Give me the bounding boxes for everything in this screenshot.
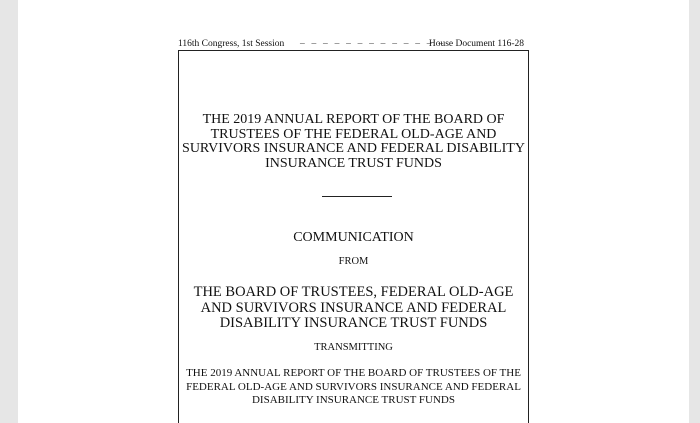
communication-heading: COMMUNICATION: [293, 230, 414, 245]
report-title: THE 2019 ANNUAL REPORT OF THE BOARD OF TRUSTEES OF THE FEDERAL OLD-AGE AND SURVIVORS INSURANCE AND FEDERAL DISABILITY INSURANCE TRUST FUNDS: [182, 112, 525, 171]
report-description: THE 2019 ANNUAL REPORT OF THE BOARD OF TRUSTEES OF THE FEDERAL OLD-AGE AND SURVIVORS INSURANCE AND FEDERAL DISABILITY INSURANCE TRUST FUNDS: [186, 367, 521, 406]
document-page: [18, 0, 689, 423]
title-rule: [322, 196, 392, 197]
header-separator: – – – – – – – – – – – – –: [300, 39, 446, 49]
house-document-number: House Document 116-28: [428, 39, 524, 49]
running-head: [178, 38, 524, 50]
cover-frame: [178, 50, 529, 423]
congress-session: 116th Congress, 1st Session: [178, 39, 285, 49]
transmitting-label: TRANSMITTING: [314, 342, 393, 353]
board-name: THE BOARD OF TRUSTEES, FEDERAL OLD-AGE AND SURVIVORS INSURANCE AND FEDERAL DISABILITY INSURANCE TRUST FUNDS: [193, 284, 514, 331]
from-label: FROM: [338, 256, 369, 267]
